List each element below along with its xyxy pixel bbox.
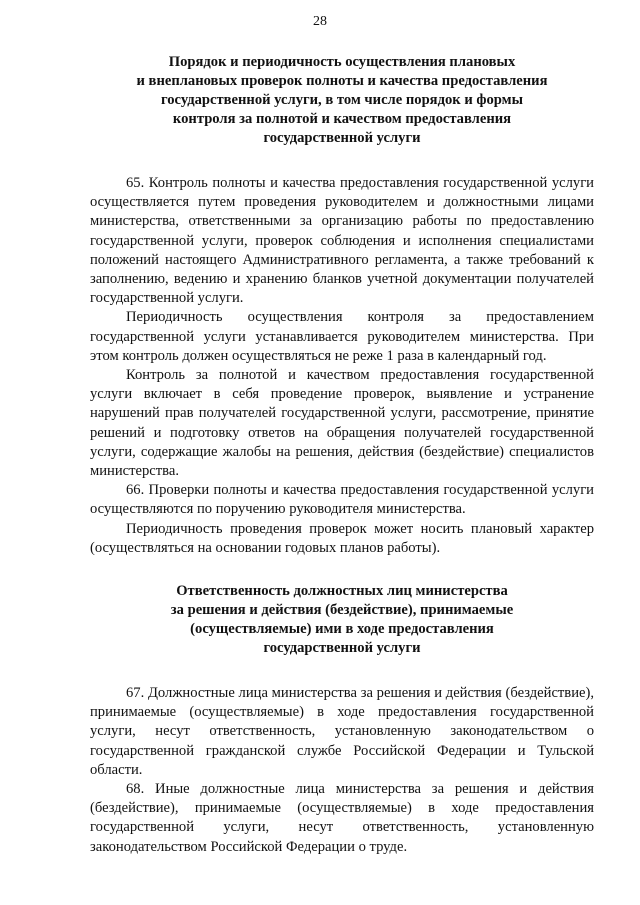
heading-line: контроля за полнотой и качеством предоставления (172, 111, 512, 127)
heading-line: государственной услуги (263, 130, 421, 146)
heading-line: Порядок и периодичность осуществления плановых (168, 54, 516, 70)
section-heading-officials-responsibility (90, 582, 594, 658)
paragraph-periodicity: Периодичность осуществления контроля за предоставлением государственной услуги устанавливается руководителем министерства. При этом контроль должен осуществляться не реже 1 раза в календарный год. (90, 309, 594, 364)
paragraph-67: 67. Должностные лица министерства за решения и действия (бездействие), принимаемые (осуществляемые) в ходе предоставления государственной услуги, несут ответственность, установленную законодательством о государственной гражданской службе Российской Федерации и Тульской области. (90, 685, 594, 778)
heading-line: (осуществляемые) ими в ходе предоставления (190, 621, 494, 638)
section-heading-control-procedure (90, 53, 594, 148)
section-body-officials-responsibility (90, 684, 594, 857)
section-body-control-procedure (90, 174, 594, 558)
page-number: 28 (313, 14, 327, 29)
heading-line: государственной услуги, в том числе порядок и формы (160, 92, 523, 108)
heading-line: за решения и действия (бездействие), принимаемые (170, 602, 514, 619)
paragraph-66: 66. Проверки полноты и качества предоставления государственной услуги осуществляются по поручению руководителя министерства. (90, 482, 594, 518)
heading-line: государственной услуги (263, 640, 421, 657)
paragraph-control-scope: Контроль за полнотой и качеством предоставления государственной услуги включает в себя проведение проверок, выявление и устранение нарушений прав получателей государственной услуги, рассмотрение, принятие решений и подготовку ответов на обращения получателей государственной услуги, содержащие жалобы на решения, действия (бездействие) специалистов министерства. (90, 367, 594, 480)
paragraph-planned-checks: Периодичность проведения проверок может носить плановый характер (осуществляться на основании годовых планов работы). (90, 520, 594, 556)
document-body (90, 53, 594, 857)
heading-line: Ответственность должностных лиц министерства (176, 583, 508, 600)
paragraph-68: 68. Иные должностные лица министерства за решения и действия (бездействие), принимаемые (осуществляемые) в ходе предоставления государственной услуги, несут ответственность, установленную законодательством Российской Федерации о труде. (90, 781, 594, 855)
paragraph-65: 65. Контроль полноты и качества предоставления государственной услуги осуществляется путем проведения руководителем и должностными лицами министерства, ответственными за организацию работы по предоставлению государственной услуги, проверок соблюдения и исполнения специалистами положений настоящего Административного регламента, а также требований к заполнению, ведению и хранению бланков учетной документации получателей государственной услуги. (90, 175, 594, 307)
heading-line: и внеплановых проверок полноты и качества предоставления (136, 73, 548, 89)
